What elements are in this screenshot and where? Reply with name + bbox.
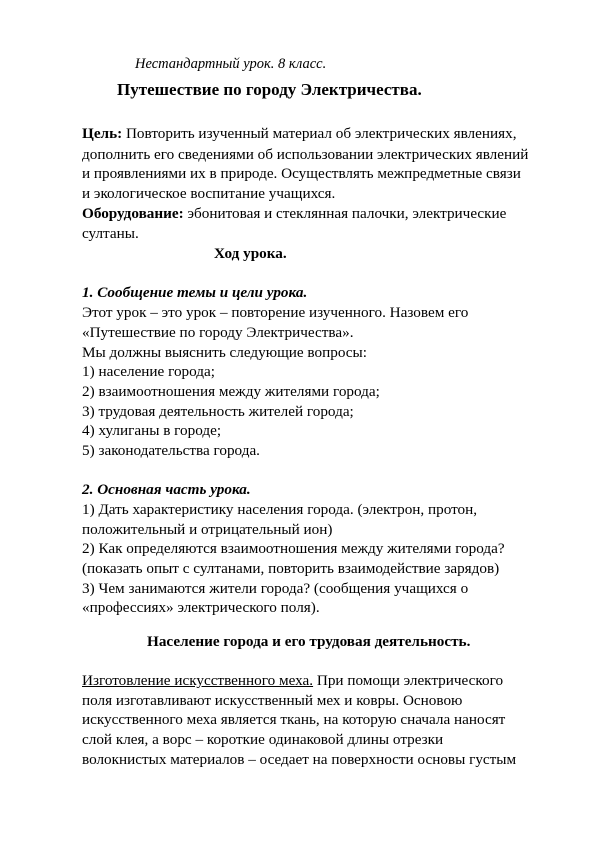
fur-label: Изготовление искусственного меха. xyxy=(82,672,314,689)
equipment-label: Оборудование: xyxy=(82,205,184,222)
section-1-line: Мы должны выяснить следующие вопросы: xyxy=(82,344,367,361)
section-1-line: Этот урок – это урок – повторение изученного. Назовем его xyxy=(82,304,469,321)
goal-line-3: и проявлениями их в природе. Осуществлять межпредметные связи xyxy=(82,165,521,182)
equipment-line-2: султаны. xyxy=(82,225,139,242)
section-1-heading: 1. Сообщение темы и цели урока. xyxy=(82,284,308,301)
section-1-line: 5) законодательства города. xyxy=(82,442,260,459)
goal-line-1 xyxy=(82,125,517,143)
section-2-line: (показать опыт с султанами, повторить взаимодействие зарядов) xyxy=(82,560,500,577)
section-1-line: 3) трудовая деятельность жителей города; xyxy=(82,403,354,420)
fur-line: искусственного меха является ткань, на которую сначала наносят xyxy=(82,711,506,728)
section-1-line: 1) население города; xyxy=(82,363,215,380)
lesson-title: Путешествие по городу Электричества. xyxy=(117,80,422,99)
section-1-line: 4) хулиганы в городе; xyxy=(82,422,222,439)
section-2-line: положительный и отрицательный ион) xyxy=(82,521,333,538)
goal-line-4: и экологическое воспитание учащихся. xyxy=(82,185,336,202)
lesson-subtitle: Нестандартный урок. 8 класс. xyxy=(135,56,327,72)
section-2-line: 3) Чем занимаются жители города? (сообщения учащихся о xyxy=(82,580,469,597)
fur-line-1 xyxy=(82,672,503,690)
section-2-line: «профессиях» электрического поля). xyxy=(82,599,320,616)
equipment-line-1 xyxy=(82,205,506,223)
fur-line: поля изготавливают искусственный мех и ковры. Основою xyxy=(82,692,463,709)
section-2-line: 2) Как определяются взаимоотношения между жителями города? xyxy=(82,540,505,557)
fur-line: волокнистых материалов – оседает на поверхности основы густым xyxy=(82,751,517,768)
goal-label: Цель: xyxy=(82,125,123,142)
goal-text-1: Повторить изученный материал об электрических явлениях, xyxy=(122,125,517,142)
goal-line-2: дополнить его сведениями об использовании электрических явлений xyxy=(82,146,529,163)
lesson-progress-heading: Ход урока. xyxy=(214,245,287,262)
fur-line: слой клея, а ворс – короткие одинаковой длины отрезки xyxy=(82,731,444,748)
section-2-heading: 2. Основная часть урока. xyxy=(82,481,251,498)
section-2-line: 1) Дать характеристику населения города. (электрон, протон, xyxy=(82,501,478,518)
fur-text-1: При помощи электрического xyxy=(313,672,504,689)
section-1-line: 2) взаимоотношения между жителями города; xyxy=(82,383,380,400)
population-heading: Население города и его трудовая деятельность. xyxy=(147,633,471,650)
section-1-line: «Путешествие по городу Электричества». xyxy=(82,324,354,341)
equipment-text-1: эбонитовая и стеклянная палочки, электрические xyxy=(183,205,507,222)
